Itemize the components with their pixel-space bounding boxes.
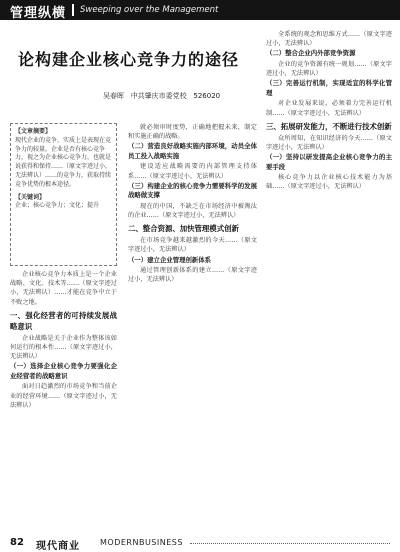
article-title: 论构建企业核心竞争力的途径	[18, 50, 240, 69]
abstract-box	[10, 123, 117, 266]
subsection-heading: （二）整合企业内外部竞争资源	[266, 49, 356, 58]
page-number: 82	[10, 537, 24, 548]
section-heading: 二、整合资源、加快管理模式创新	[128, 224, 239, 234]
body-paragraph: 企业的竞争资源有统一规划……（原文字迹过小，无法辨认）	[266, 60, 392, 78]
body-paragraph: 建设适应战略需要的内部管理支持体系……（原文字迹过小，无法辨认）	[128, 163, 257, 180]
body-paragraph: 众所周知，在知识经济的今天……（原文字迹过小，无法辨认）	[266, 134, 392, 151]
magazine-name-en: MODERNBUSINESS	[100, 538, 183, 547]
subsection-heading: （一）选择企业核心竞争力要强化企业经营者的战略意识	[10, 362, 117, 380]
keywords-text: 企业；核心竞争力；文化；提升	[15, 202, 100, 210]
body-paragraph: 在市场竞争越来越激烈的今天……（原文字迹过小，无法辨认）	[128, 237, 257, 254]
subsection-heading: （三）构建企业的核心竞争力需要科学的发展战略做支撑	[128, 181, 257, 200]
subsection-heading: （一）建立企业管理创新体系	[128, 255, 212, 264]
abstract-text: 现代企业的竞争，实质上是表现在竞争力的较量。企业是否有核心竞争力，视之为企业核心竞争力，也就是说获得和保持……（原文字迹过小，无法辨认）……的竞争力，获取持续竞争优势的根本途径。	[15, 136, 112, 188]
column-3	[266, 30, 392, 532]
section-header-band	[0, 0, 400, 20]
author-affiliation: 中共肇庆市委党校	[130, 92, 187, 100]
header-divider	[72, 4, 74, 16]
body-paragraph: 全系统的观念和思维方式……（原文字迹过小，无法辨认）	[266, 31, 392, 48]
body-paragraph: 就必须审时度势，正确地把握未来，制定和实施正确的战略。	[128, 124, 257, 141]
subsection-heading: （一）坚持以研发提高企业核心竞争力的主要手段	[266, 153, 392, 171]
subsection-heading: （三）完善运行机制，实现适宜的科学化管理	[266, 79, 392, 97]
author-name: 吴春晖	[103, 92, 124, 100]
section-title: 管理纵横	[10, 6, 67, 21]
byline	[103, 91, 220, 101]
body-paragraph: 企业战略是关于企业作为整体该如何运行的根本性……（原文字迹过小，无法辨认）	[10, 334, 117, 361]
abstract-label: 【文章摘要】	[15, 128, 52, 135]
body-paragraph: 核心竞争力以企业核心技术能力为基础……（原文字迹过小，无法辨认）	[266, 174, 392, 191]
section-subtitle: Sweeping over the Management	[80, 5, 219, 15]
section-heading: 三、拓展研发能力，不断进行技术创新	[266, 121, 392, 131]
body-paragraph: 面对日趋激烈的市场竞争和当前企业的经营环境……（原文字迹过小，无法辨认）	[10, 383, 117, 409]
column-2	[128, 123, 257, 532]
keywords-label: 【关键词】	[15, 193, 46, 201]
page-footer	[0, 535, 400, 551]
subsection-heading: （二）营造良好战略实施内部环境，动员全体员工投入战略实施	[128, 142, 257, 160]
column-1	[10, 270, 117, 532]
postcode: 526020	[193, 92, 221, 100]
section-heading: 一、强化经营者的可持续发展战略意识	[10, 310, 117, 331]
magazine-name: 现代商业	[36, 541, 80, 552]
body-paragraph: 通过管理创新体系的建立……（原文字迹过小，无法辨认）	[128, 267, 257, 284]
body-paragraph: 对企业发展来说，必须着力完善运行机制……（原文字迹过小，无法辨认）	[266, 100, 392, 117]
body-paragraph: 企业核心竞争力本质上是一个企业战略、文化、技术等……（原文字迹过小，无法辨认）……才能在竞争中立于不败之地。	[10, 271, 117, 306]
footer-dotted-rule	[190, 543, 390, 545]
body-paragraph: 现在的中国，不缺乏在市场经济中被淘汰的企业……（原文字迹过小，无法辨认）	[128, 202, 257, 220]
